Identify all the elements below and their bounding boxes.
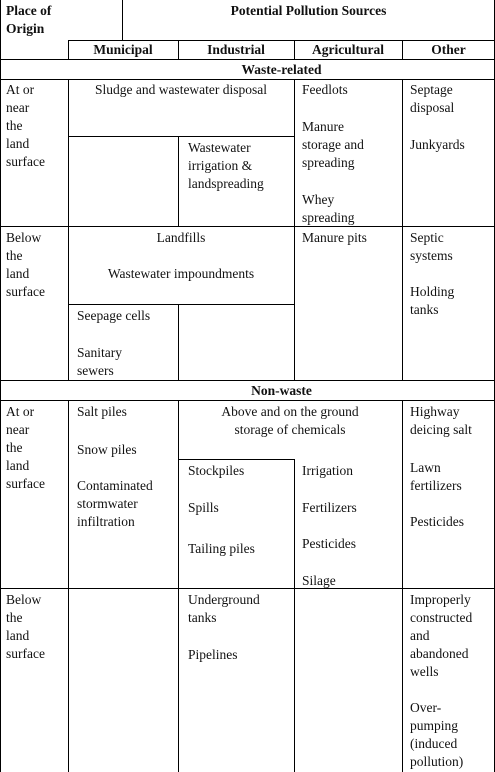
grid-line bbox=[294, 459, 295, 772]
fertilizers: Fertilizers bbox=[302, 500, 357, 515]
grid-line bbox=[178, 136, 179, 227]
lawn-fertilizers: Lawn fertilizers bbox=[410, 460, 462, 493]
origin-below-waste: Below the land surface bbox=[6, 230, 45, 299]
seepage-cells: Seepage cells bbox=[77, 308, 151, 323]
chemical-storage: Above and on the ground storage of chemicals bbox=[221, 404, 359, 437]
whey-spreading: Whey spreading bbox=[302, 192, 355, 225]
wastewater-impoundments: Wastewater impoundments bbox=[107, 266, 255, 281]
section-non-waste: Non-waste bbox=[251, 383, 312, 398]
origin-below-nonwaste: Below the land surface bbox=[6, 592, 45, 661]
potential-sources-header: Potential Pollution Sources bbox=[230, 3, 387, 18]
grid-line bbox=[0, 226, 495, 227]
sanitary-sewers: Sanitary sewers bbox=[77, 345, 122, 378]
underground-tanks: Underground tanks bbox=[188, 592, 260, 625]
holding-tanks: Holding tanks bbox=[410, 284, 455, 317]
section-waste-related: Waste-related bbox=[241, 62, 322, 77]
landfills: Landfills bbox=[156, 230, 206, 245]
origin-at-or-near-nonwaste: At or near the land surface bbox=[6, 404, 45, 491]
grid-line bbox=[178, 400, 179, 772]
grid-line bbox=[0, 0, 1, 772]
grid-line bbox=[0, 588, 495, 589]
grid-line bbox=[0, 79, 495, 80]
grid-line bbox=[0, 59, 495, 60]
place-of-origin-header: Place of Origin bbox=[6, 3, 52, 36]
pipelines: Pipelines bbox=[188, 647, 238, 662]
wastewater-irrigation: Wastewater irrigation & landspreading bbox=[188, 140, 264, 191]
grid-line bbox=[68, 304, 294, 305]
highway-deicing-salt: Highway deicing salt bbox=[410, 404, 472, 437]
column-header-municipal: Municipal bbox=[93, 42, 153, 57]
grid-line bbox=[402, 79, 403, 381]
manure-pits: Manure pits bbox=[302, 230, 367, 245]
tailing-piles: Tailing piles bbox=[188, 541, 255, 556]
abandoned-wells: Improperly constructed and abandoned wells bbox=[410, 592, 473, 679]
salt-piles: Salt piles bbox=[77, 404, 127, 419]
manure-storage: Manure storage and spreading bbox=[302, 119, 364, 170]
grid-line bbox=[0, 380, 495, 381]
spills: Spills bbox=[188, 500, 219, 515]
grid-line bbox=[178, 459, 294, 460]
grid-line bbox=[0, 400, 495, 401]
sludge-wastewater-disposal: Sludge and wastewater disposal bbox=[94, 82, 268, 97]
contaminated-stormwater: Contaminated stormwater infiltration bbox=[77, 478, 153, 529]
grid-line bbox=[178, 304, 179, 381]
pesticides-agricultural: Pesticides bbox=[302, 536, 356, 551]
grid-line bbox=[294, 79, 295, 381]
column-header-industrial: Industrial bbox=[207, 42, 265, 57]
junkyards: Junkyards bbox=[410, 137, 465, 152]
grid-line bbox=[68, 136, 294, 137]
pesticides-other: Pesticides bbox=[410, 514, 464, 529]
feedlots: Feedlots bbox=[302, 82, 348, 97]
stockpiles: Stockpiles bbox=[188, 463, 245, 478]
grid-line bbox=[402, 400, 403, 772]
irrigation: Irrigation bbox=[302, 463, 353, 478]
over-pumping: Over- pumping (induced pollution) bbox=[410, 700, 464, 769]
column-header-agricultural: Agricultural bbox=[312, 42, 384, 57]
origin-at-or-near-waste: At or near the land surface bbox=[6, 82, 45, 169]
snow-piles: Snow piles bbox=[77, 442, 137, 457]
column-header-other: Other bbox=[431, 42, 466, 57]
septic-systems: Septic systems bbox=[410, 230, 453, 263]
silage: Silage bbox=[302, 573, 336, 588]
grid-line bbox=[68, 400, 69, 772]
septage-disposal: Septage disposal bbox=[410, 82, 455, 115]
